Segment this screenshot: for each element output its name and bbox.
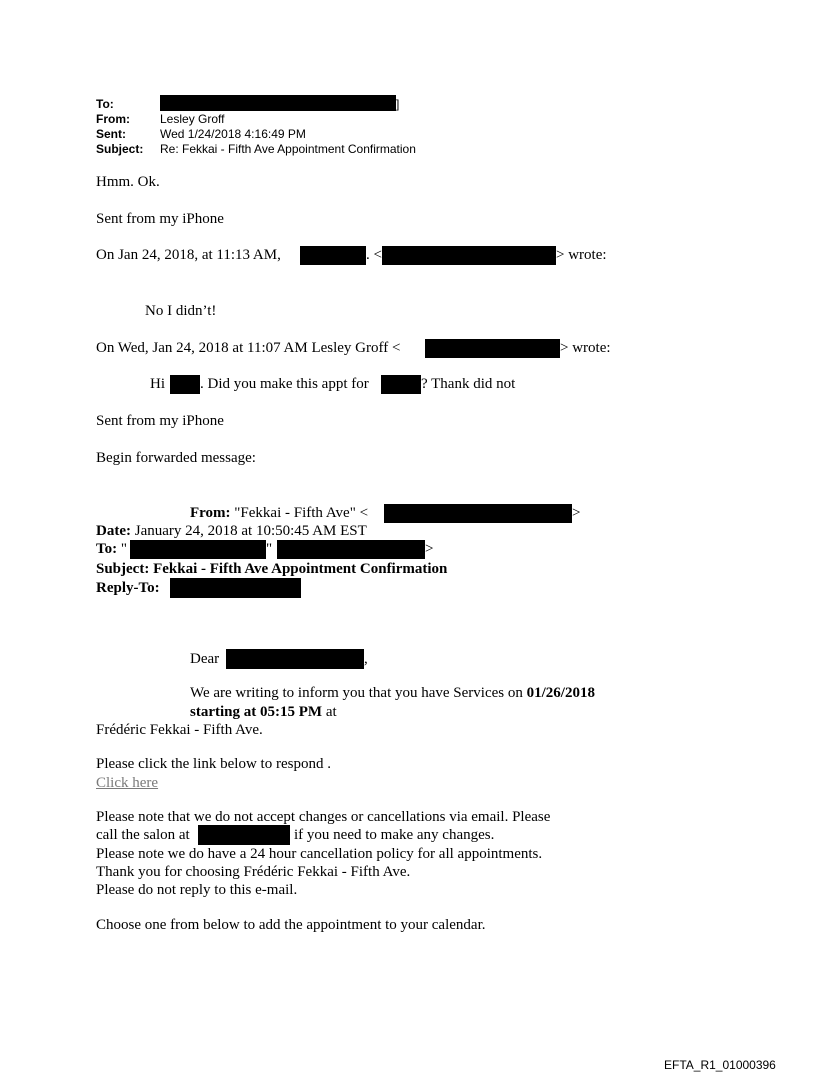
quote2-intro-part-a: On Wed, Jan 24, 2018 at 11:07 AM Lesley Groff < (96, 340, 401, 356)
redaction-to-name (130, 540, 266, 559)
inform-line-1: We are writing to inform you that you have Services on 01/26/2018 (190, 685, 595, 701)
forwarded-to-tail: > (425, 541, 434, 557)
header-to-label: To: (96, 97, 114, 111)
reply-signature: Sent from my iPhone (96, 211, 224, 227)
quote-intro-part-b: . < (366, 247, 382, 263)
header-sent-value: Wed 1/24/2018 4:16:49 PM (160, 127, 306, 141)
redaction-salon-phone (198, 825, 290, 845)
forwarded-subject: Subject: Fekkai - Fifth Ave Appointment Confirmation (96, 561, 448, 577)
redaction-appt-name (381, 375, 421, 394)
header-subject-value: Re: Fekkai - Fifth Ave Appointment Confirmation (160, 142, 416, 156)
hi-part-a: Hi (150, 376, 165, 392)
bates-number: EFTA_R1_01000396 (664, 1058, 776, 1072)
redaction-groff-email (425, 339, 560, 358)
forwarded-from: From: "Fekkai - Fifth Ave" < (190, 505, 369, 521)
redaction-sender-email (382, 246, 556, 265)
quote-intro-part-a: On Jan 24, 2018, at 11:13 AM, (96, 247, 281, 263)
redaction-to-address (160, 95, 396, 111)
click-instruction: Please click the link below to respond . (96, 756, 331, 772)
forwarded-replyto-label: Reply-To: (96, 580, 160, 596)
hi-part-c: ? Thank did not (421, 376, 516, 392)
hi-part-b: . Did you make this appt for (200, 376, 369, 392)
reply-line: Hmm. Ok. (96, 174, 160, 190)
redaction-sender-name (300, 246, 366, 265)
salon-name: Frédéric Fekkai - Fifth Ave. (96, 722, 263, 738)
note-line-1: Please note that we do not accept changes or cancellations via email. Please (96, 809, 551, 825)
note-line-3: Please note we do have a 24 hour cancellation policy for all appointments. (96, 846, 543, 862)
forwarded-from-tail: > (572, 505, 581, 521)
note-line-2-part-a: call the salon at (96, 827, 190, 843)
quoted-text: No I didn’t! (145, 303, 217, 319)
forwarded-to-mid: " (266, 541, 273, 557)
quote2-intro-part-b: > wrote: (560, 340, 611, 356)
redaction-to-email (277, 540, 425, 559)
calendar-instruction: Choose one from below to add the appointment to your calendar. (96, 917, 486, 933)
signature-2: Sent from my iPhone (96, 413, 224, 429)
dear-comma: , (364, 651, 368, 667)
dear-greeting: Dear (190, 651, 220, 667)
redaction-replyto (170, 578, 301, 598)
redaction-hi-name (170, 375, 200, 394)
note-line-4: Thank you for choosing Frédéric Fekkai - Fifth Ave. (96, 864, 411, 880)
note-line-2-part-b: if you need to make any changes. (294, 827, 495, 843)
header-subject-label: Subject: (96, 142, 144, 156)
forwarded-date: Date: January 24, 2018 at 10:50:45 AM EST (96, 523, 367, 539)
quote-intro-part-c: > wrote: (556, 247, 607, 263)
redaction-fekkai-email (384, 504, 572, 523)
click-here-link[interactable]: Click here (96, 775, 159, 791)
header-from-value: Lesley Groff (160, 112, 225, 126)
note-line-5: Please do not reply to this e-mail. (96, 882, 298, 898)
forwarded-to: To: " (96, 541, 127, 557)
inform-line-2: starting at 05:15 PM at (190, 704, 337, 720)
header-sent-label: Sent: (96, 127, 126, 141)
header-from-label: From: (96, 112, 130, 126)
redaction-customer-name (226, 649, 364, 669)
forward-intro: Begin forwarded message: (96, 450, 256, 466)
header-to-tail: ] (396, 97, 400, 111)
